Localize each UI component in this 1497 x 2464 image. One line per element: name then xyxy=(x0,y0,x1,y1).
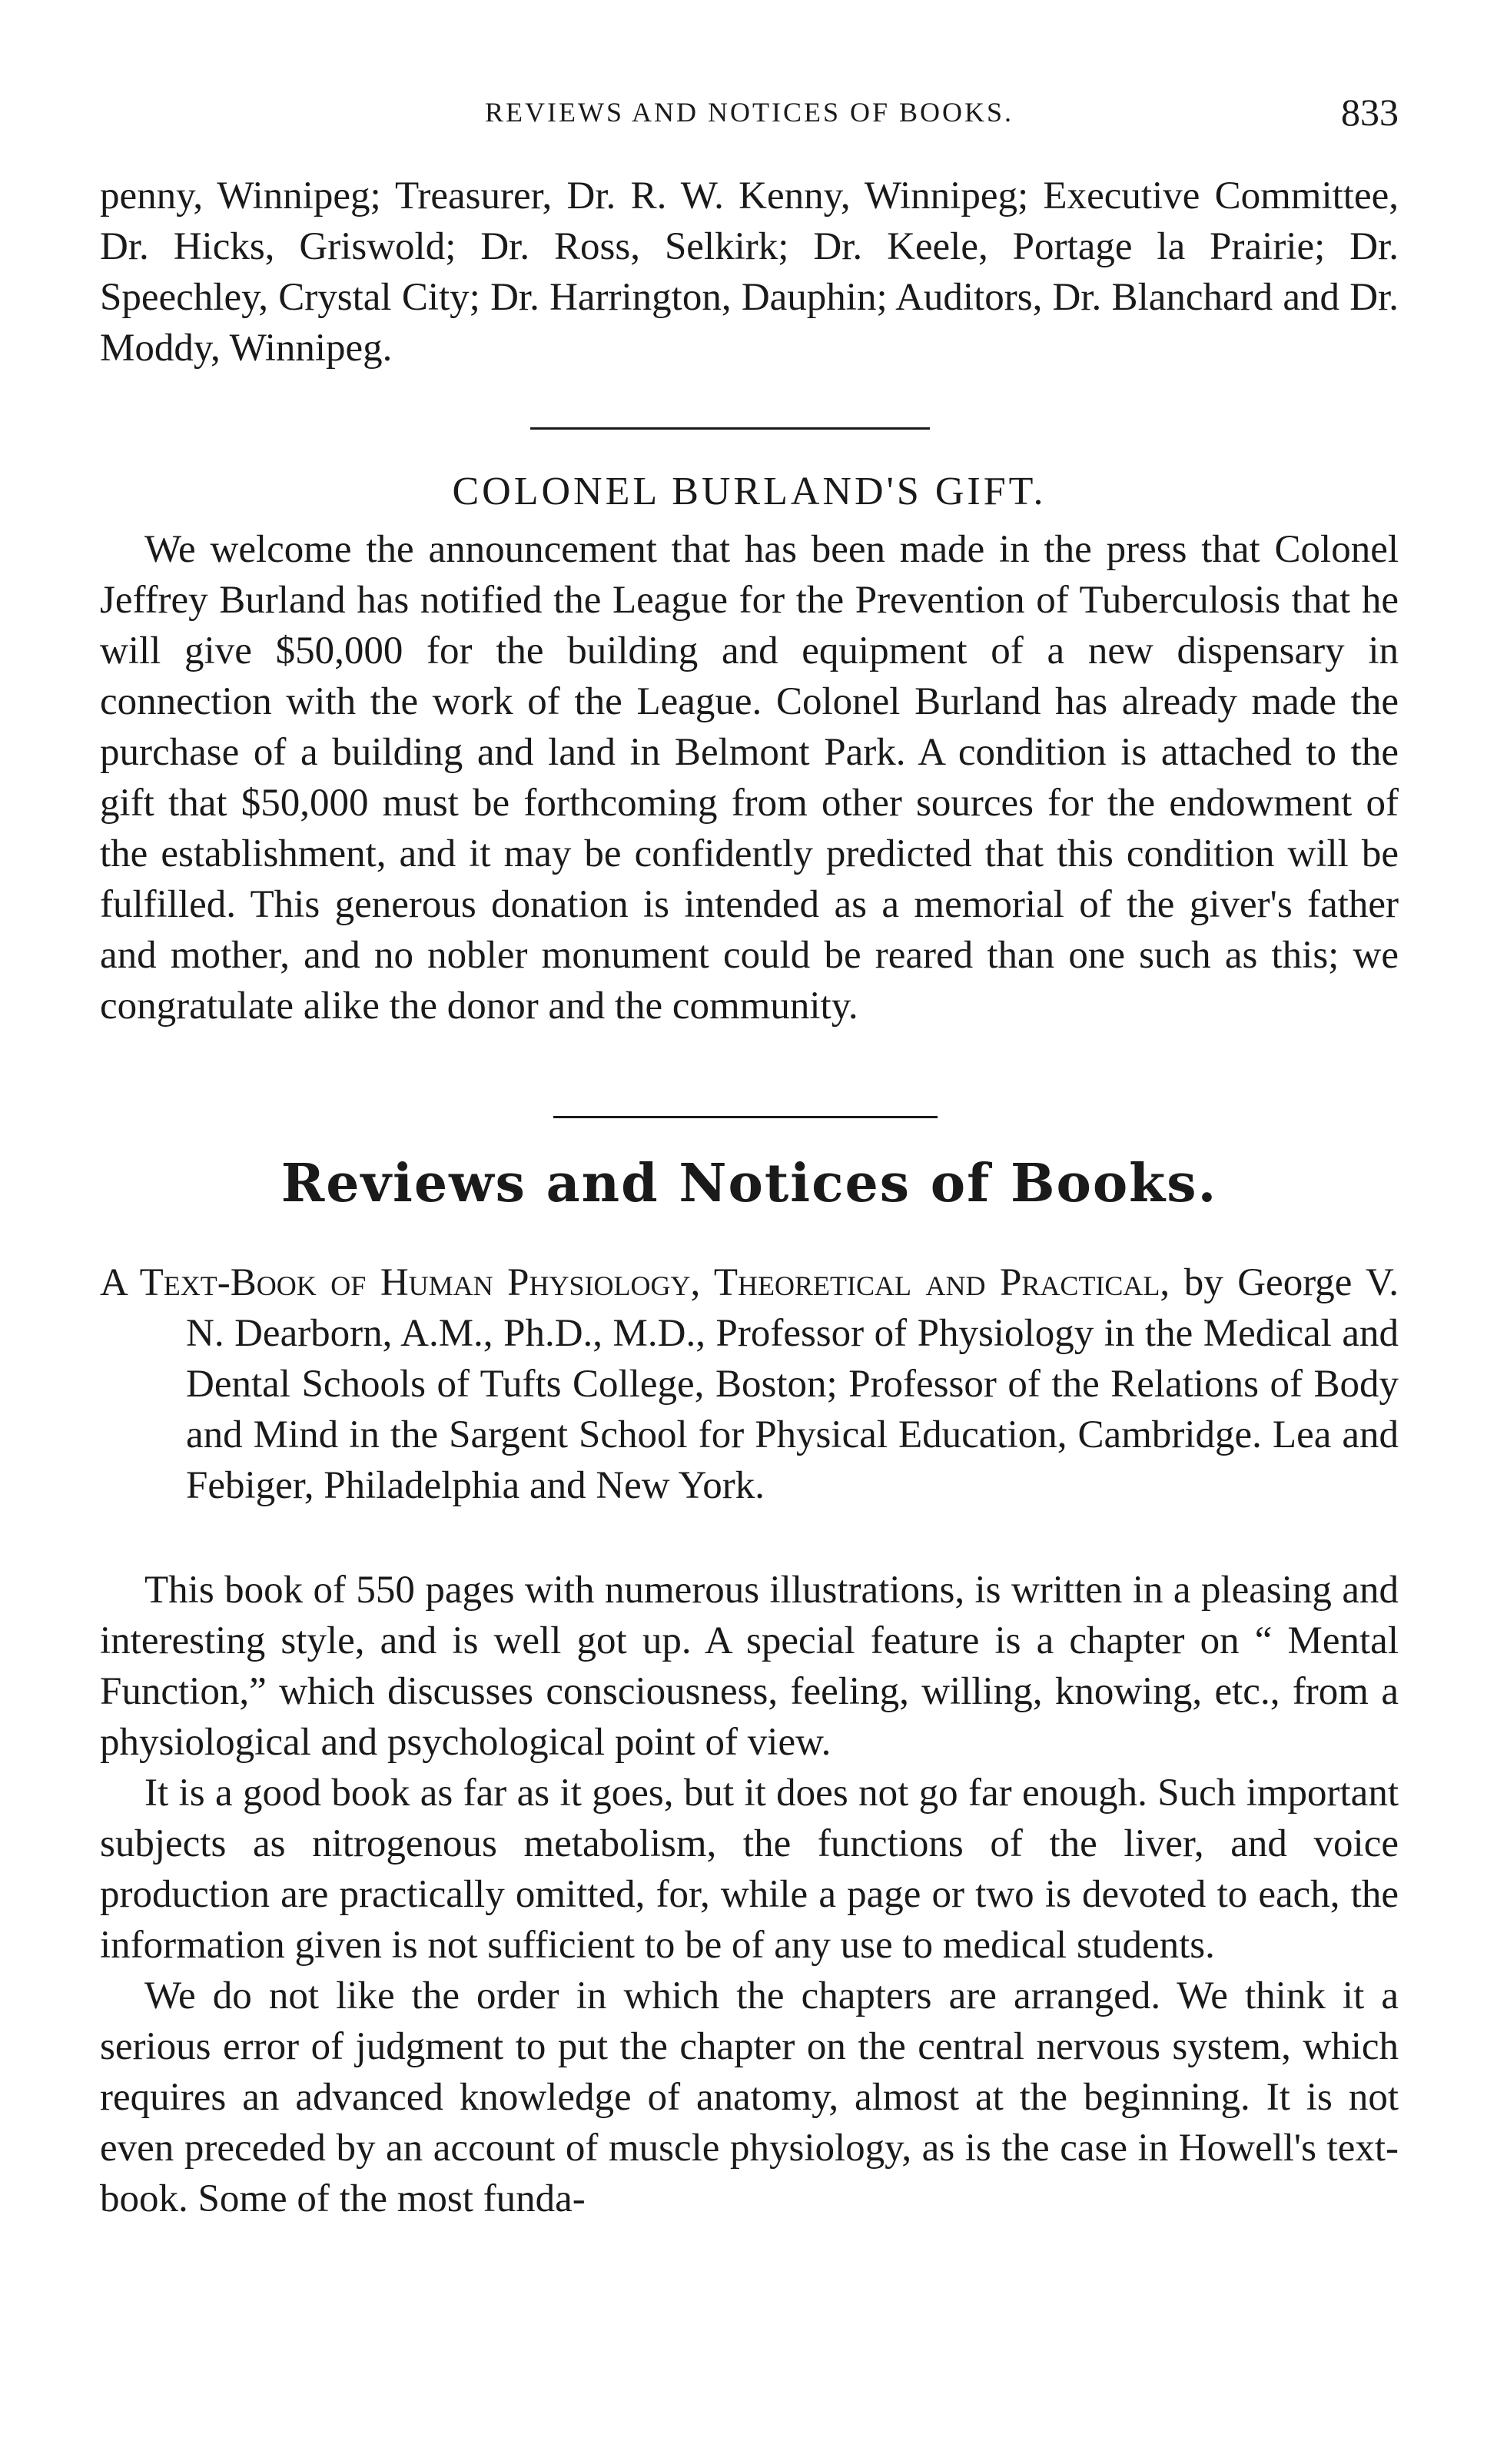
opening-paragraph-block xyxy=(100,171,1399,374)
review-paragraph: This book of 550 pages with numerous illustrations, is written in a pleasing and interesting style, and is well got up. A special feature is a chapter on “ Mental Function,” which discusses consciousness, feeling, willing, knowing, etc., from a physiological and psychological point of view. xyxy=(100,1569,1399,1764)
section-divider xyxy=(553,1116,938,1118)
review-body xyxy=(100,1565,1399,2224)
running-title: REVIEWS AND NOTICES OF BOOKS. xyxy=(484,97,1014,128)
book-details: by George V. N. Dearborn, A.M., Ph.D., M.D., Professor of Physiology in the Medical and Dental Schools of Tufts College, Boston; Professor of the Relations of Body and Mind in the Sargent School for Physical Education, Cambridge. Lea and Febiger, Philadelphia and New York. xyxy=(186,1261,1399,1507)
review-paragraph: We do not like the order in which the chapters are arranged. We think it a serious error of judgment to put the chapter on the central nervous system, which requires an advanced knowledge of anatomy, almost at the beginning. It is not even preceded by an account of muscle physiology, as is the case in Howell's text-book. Some of the most funda- xyxy=(100,1974,1399,2220)
section-divider xyxy=(530,427,930,430)
reviews-heading: Reviews and Notices of Books. xyxy=(280,1153,1218,1214)
review-paragraph: It is a good book as far as it goes, but it does not go far enough. Such important subjects as nitrogenous metabolism, the functions of the liver, and voice production are practically omitted, for, while a page or two is devoted to each, the information given is not sufficient to be of any use to medical students. xyxy=(100,1772,1399,1967)
book-entry xyxy=(100,1257,1399,1511)
opening-paragraph: penny, Winnipeg; Treasurer, Dr. R. W. Kenny, Winnipeg; Executive Committee, Dr. Hicks, Griswold; Dr. Ross, Selkirk; Dr. Keele, Portage la Prairie; Dr. Speechley, Crystal City; Dr. Harrington, Dauphin; Auditors, Dr. Blanchard and Dr. Moddy, Winnipeg. xyxy=(100,174,1399,370)
gift-heading: COLONEL BURLAND'S GIFT. xyxy=(452,470,1047,513)
page-header xyxy=(100,91,1399,142)
page-number: 833 xyxy=(1341,91,1399,134)
book-title: A Text-Book of Human Physiology, Theoretical and Practical, xyxy=(100,1261,1170,1304)
gift-paragraph: We welcome the announcement that has been made in the press that Colonel Jeffrey Burland has notified the League for the Prevention of Tuberculosis that he will give $50,000 for the building and equipment of a new dispensary in connection with the work of the League. Colonel Burland has already made the purchase of a building and land in Belmont Park. A condition is attached to the gift that $50,000 must be forthcoming from other sources for the endowment of the establishment, and it may be confidently predicted that this condition will be fulfilled. This generous donation is intended as a memorial of the giver's father and mother, and no nobler monument could be reared than one such as this; we congratulate alike the donor and the community. xyxy=(100,528,1399,1028)
gift-paragraph-block xyxy=(100,524,1399,1031)
